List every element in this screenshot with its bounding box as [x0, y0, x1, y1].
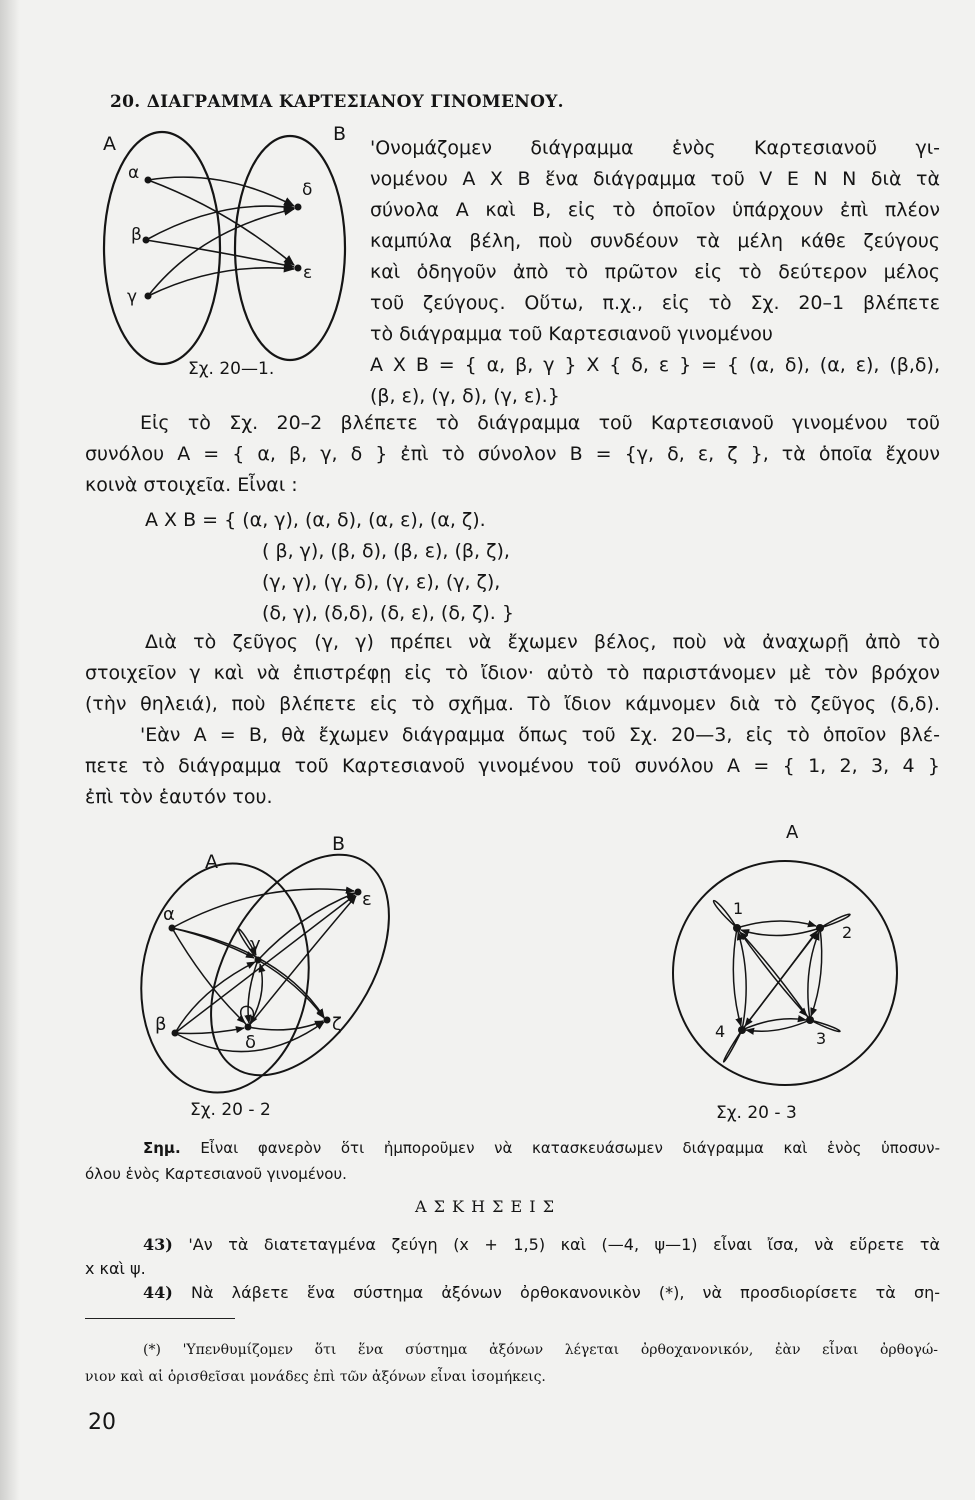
node-label-gamma: γ [250, 934, 261, 955]
text-line: (β, ε), (γ, δ), (γ, ε).} [370, 385, 560, 407]
set-b-ellipse [235, 136, 345, 360]
footnote-line: (*) 'Υπενθυμίζομεν ὅτι ἕνα σύστημα ἀξόνων λέγεται ὀρθοχανονικόν, ἐὰν εἶναι ὀρθογώ- [143, 1342, 938, 1358]
figure-20-3-diagram [670, 815, 945, 1110]
exercise-text: x καὶ ψ. [85, 1259, 146, 1278]
paragraph-2 [85, 408, 940, 501]
node-label-alpha: α [163, 904, 175, 925]
exercise-text: 'Αν τὰ διατεταγμένα ζεύγη (x + 1,5) καὶ (—4, ψ—1) εἶναι ἴσα, νὰ εὕρετε τὰ [188, 1235, 941, 1254]
set-b-label: B [332, 833, 346, 855]
node-delta [295, 204, 302, 211]
node-label-delta: δ [245, 1032, 257, 1053]
text-line: τὸ διάγραμμα τοῦ Καρτεσιανοῦ γινομένου [370, 323, 773, 345]
exercise-number: 43) [143, 1235, 173, 1254]
text-line: ἐπὶ τὸν ἑαυτόν του. [85, 786, 273, 808]
figure-20-2-venn-diagram [140, 820, 430, 1110]
set-a-label: A [205, 851, 218, 873]
text-line: Εἰς τὸ Σχ. 20–2 βλέπετε τὸ διάγραμμα τοῦ Καρτεσιανοῦ γινομένου τοῦ [140, 412, 940, 434]
text-line: (τὴν θηλειά), ποὺ βλέπετε εἰς τὸ σχῆμα. Τὸ ἴδιον κάμνομεν διὰ τὸ ζεῦγος (δ,δ). [85, 693, 940, 715]
node-label-epsilon: ε [303, 263, 313, 283]
node-label-delta: δ [302, 180, 313, 200]
figure-20-1-venn-diagram [95, 118, 360, 388]
note-line: όλου ἑνὸς Καρτεσιανοῦ γινομένου. [85, 1165, 347, 1183]
cartesian-product-equation [145, 505, 514, 629]
footnote-line: νιον καὶ αἱ ὁρισθεῖσαι μονάδες ἐπὶ τῶν ἀξόνων εἶναι ἰσομήκεις. [85, 1369, 546, 1385]
node-label-zeta: ζ [332, 1014, 342, 1035]
page-binding-edge [0, 0, 20, 1500]
footnote-rule [85, 1318, 235, 1319]
equation-line: (δ, γ), (δ,δ), (δ, ε), (δ, ζ). } [262, 602, 514, 624]
exercise-44 [143, 1278, 940, 1308]
arrow-alpha-delta [148, 177, 294, 206]
section-title: 20. ΔΙΑΓΡΑΜΜΑ ΚΑΡΤΕΣΙΑΝΟΥ ΓΙΝΟΜΕΝΟΥ. [110, 92, 564, 112]
equation-line: A X B = { (α, γ), (α, δ), (α, ε), (α, ζ). [145, 509, 486, 531]
text-line: καμπύλα βέλη, ποὺ συνδέουν τὰ μέλη κάθε ζεύγους [370, 230, 940, 252]
exercise-text: Νὰ λάβετε ἕνα σύστημα ἀξόνων ὀρθοκανονικὸν (*), νὰ προσδιορίσετε τὰ ση- [190, 1283, 941, 1302]
text-line: A X B = { α, β, γ } X { δ, ε } = { (α, δ), (α, ε), (β,δ), [370, 354, 940, 376]
text-line: τοῦ ζεύγους. Οὕτω, π.χ., εἰς τὸ Σχ. 20–1 βλέπετε [370, 292, 940, 314]
exercise-43 [143, 1230, 940, 1260]
note-line: Εἶναι φανερὸν ὅτι ἠμποροῦμεν νὰ κατασκευάσωμεν διάγραμμα καὶ ἑνὸς ὑποσυν- [200, 1139, 940, 1157]
text-line: Διὰ τὸ ζεῦγος (γ, γ) πρέπει νὰ ἔχωμεν βέλος, ποὺ νὰ ἀναχωρῇ ἀπὸ τὸ [145, 631, 940, 653]
node-label-3: 3 [816, 1029, 827, 1048]
text-line: 'Εὰν A = B, θὰ ἔχωμεν διάγραμμα ὅπως τοῦ Σχ. 20—3, εἰς τὸ ὁποῖον βλέ- [140, 724, 940, 746]
text-line: κοινὰ στοιχεῖα. Εἶναι : [85, 474, 298, 496]
node-label-4: 4 [715, 1022, 726, 1041]
text-line: 'Ονομάζομεν διάγραμμα ἑνὸς Καρτεσιανοῦ γι- [370, 137, 940, 159]
node-label-beta: β [155, 1014, 167, 1035]
exercise-number: 44) [143, 1283, 173, 1302]
text-line: στοιχεῖον γ καὶ νὰ ἐπιστρέφῃ εἰς τὸ ἴδιον· αὐτὸ τὸ παριστάνομεν μὲ τὸν βρόχον [85, 662, 940, 684]
set-a-label: A [103, 133, 116, 155]
figure-20-2-caption: Σχ. 20 - 2 [190, 1100, 271, 1120]
paragraph-3 [85, 627, 940, 813]
figure-20-3-caption: Σχ. 20 - 3 [716, 1103, 797, 1123]
note-block [143, 1135, 940, 1161]
node-label-1: 1 [733, 899, 744, 918]
equation-line: ( β, γ), (β, δ), (β, ε), (β, ζ), [262, 540, 510, 562]
intro-paragraph [370, 133, 940, 412]
text-line: καὶ ὁδηγοῦν ἀπὸ τὸ πρῶτον εἰς τὸ δεύτερον μέλος [370, 261, 940, 283]
text-line: συνόλου A = { α, β, γ, δ } ἐπὶ τὸ σύνολον B = {γ, δ, ε, ζ }, τὰ ὁποῖα ἔχουν [85, 443, 940, 465]
set-b-label: B [333, 123, 347, 145]
set-a-ellipse [104, 132, 220, 364]
text-line: σύνολα A καὶ B, εἰς τὸ ὁποῖον ὑπάρχουν ἐπὶ πλέον [370, 199, 940, 221]
node-label-gamma: γ [127, 287, 138, 307]
node-epsilon [295, 265, 302, 272]
exercises-heading: Α Σ Κ Η Σ Ε Ι Σ [415, 1197, 555, 1216]
node-label-epsilon: ε [362, 889, 372, 910]
node-label-beta: β [131, 225, 142, 245]
node-label-2: 2 [842, 923, 853, 942]
figure-20-1-caption: Σχ. 20—1. [188, 359, 275, 379]
set-label: A [786, 822, 799, 843]
page-number: 20 [88, 1410, 116, 1435]
text-line: πετε τὸ διάγραμμα τοῦ Καρτεσιανοῦ γινομένου τοῦ συνόλου A = { 1, 2, 3, 4 } [85, 755, 940, 777]
text-line: νομένου A X B ἕνα διάγραμμα τοῦ V E N N διὰ τὰ [370, 168, 940, 190]
note-label: Σημ. [143, 1139, 181, 1157]
node-label-alpha: α [128, 163, 140, 183]
equation-line: (γ, γ), (γ, δ), (γ, ε), (γ, ζ), [262, 571, 501, 593]
